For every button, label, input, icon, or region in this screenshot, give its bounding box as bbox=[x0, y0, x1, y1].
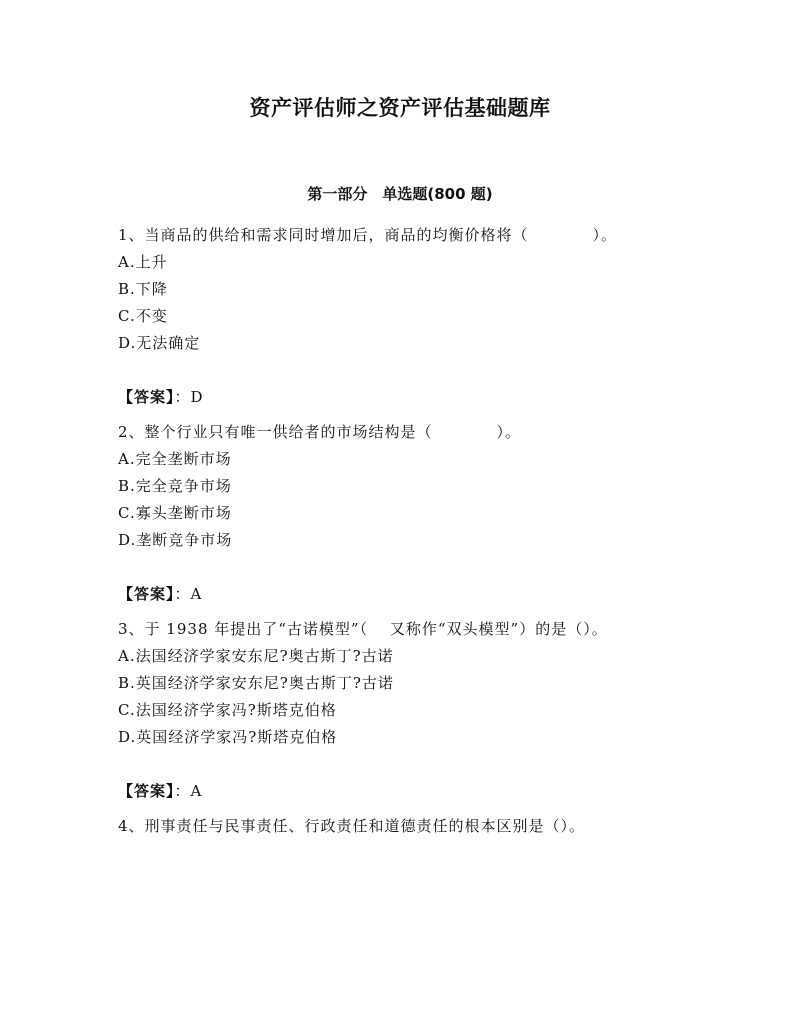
answer-label: 【答案】 bbox=[118, 388, 175, 406]
option-a: A.上升 bbox=[118, 253, 168, 271]
option-d: D.垄断竞争市场 bbox=[118, 531, 233, 549]
answer-separator: ： bbox=[174, 388, 191, 406]
option-a: A.完全垄断市场 bbox=[118, 450, 232, 468]
answer-value: A bbox=[190, 585, 203, 603]
answer-separator: ： bbox=[174, 585, 191, 603]
option-list bbox=[118, 446, 678, 554]
question-list bbox=[118, 222, 678, 840]
option-d: D.无法确定 bbox=[118, 334, 201, 352]
option-list bbox=[118, 643, 678, 751]
answer-separator: ： bbox=[174, 782, 191, 800]
option-b: B.下降 bbox=[118, 280, 168, 298]
answer-label: 【答案】 bbox=[118, 585, 175, 603]
answer-label: 【答案】 bbox=[118, 782, 175, 800]
option-list bbox=[118, 249, 678, 357]
answer-line bbox=[118, 778, 678, 805]
option-a: A.法国经济学家安东尼?奥古斯丁?古诺 bbox=[118, 647, 394, 665]
answer-value: A bbox=[190, 782, 203, 800]
option-c: C.寡头垄断市场 bbox=[118, 504, 232, 522]
option-c: C.法国经济学家冯?斯塔克伯格 bbox=[118, 701, 337, 719]
question-stem: 4、刑事责任与民事责任、行政责任和道德责任的根本区别是（）。 bbox=[118, 817, 586, 835]
answer-line bbox=[118, 581, 678, 608]
option-b: B.英国经济学家安东尼?奥古斯丁?古诺 bbox=[118, 674, 394, 692]
answer-value: D bbox=[190, 388, 204, 406]
option-c: C.不变 bbox=[118, 307, 168, 325]
option-b: B.完全竞争市场 bbox=[118, 477, 232, 495]
question-4 bbox=[118, 813, 678, 840]
question-stem: 1、当商品的供给和需求同时增加后，商品的均衡价格将（ ）。 bbox=[118, 226, 618, 244]
question-stem: 3、于 1938 年提出了“古诺模型”（ 又称作“双头模型”）的是（）。 bbox=[118, 620, 608, 638]
option-d: D.英国经济学家冯?斯塔克伯格 bbox=[118, 728, 338, 746]
question-3 bbox=[118, 616, 678, 805]
answer-line bbox=[118, 384, 678, 411]
section-title: 第一部分 单选题(800 题) bbox=[307, 185, 493, 203]
question-1 bbox=[118, 222, 678, 411]
document-title: 资产评估师之资产评估基础题库 bbox=[249, 96, 551, 120]
question-2 bbox=[118, 419, 678, 608]
question-stem: 2、整个行业只有唯一供给者的市场结构是（ ）。 bbox=[118, 423, 522, 441]
